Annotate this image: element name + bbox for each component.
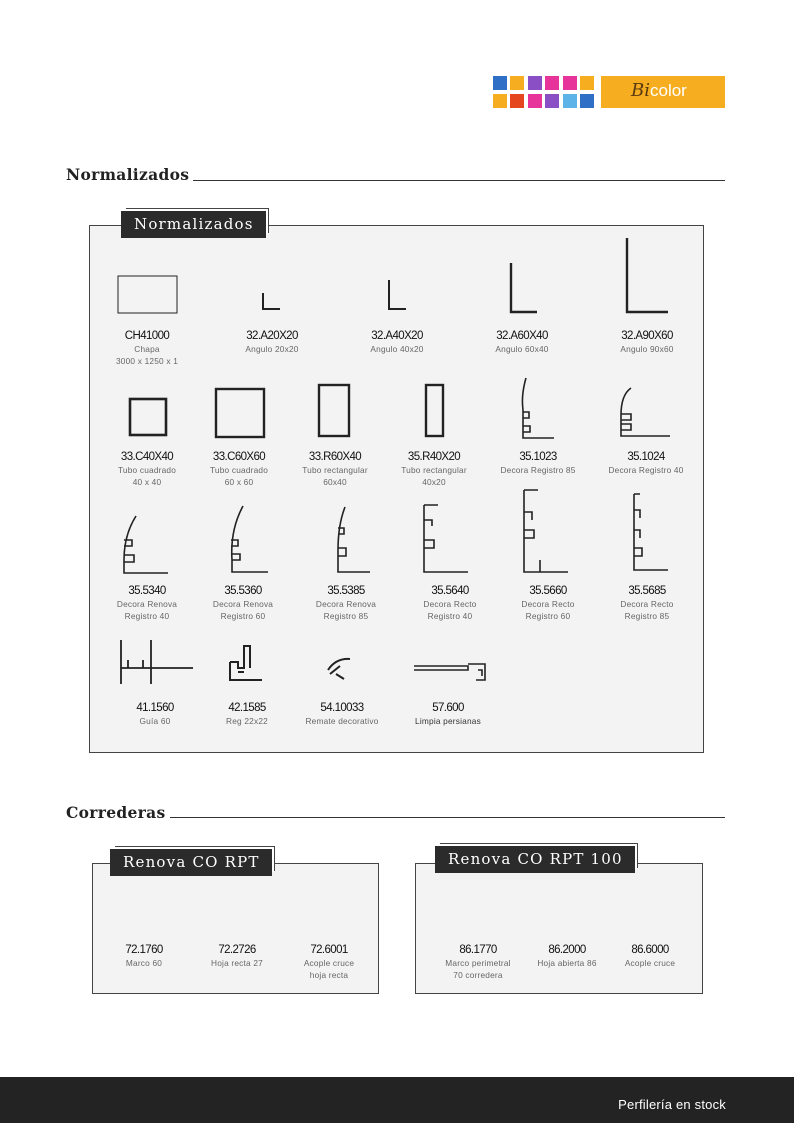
section-title-normalizados: Normalizados (66, 165, 193, 184)
profile-description: Registro 60 (525, 611, 571, 621)
profile-description: Decora Registro 40 (608, 465, 684, 475)
profile-description: 70 corredera (453, 970, 503, 980)
decora-5385-drawing (338, 507, 370, 572)
profile-description: hoja recta (309, 970, 349, 980)
angulo-90x60-drawing (627, 238, 668, 312)
profile-code: 35.5360 (224, 585, 262, 597)
logo-text: Bicolor (631, 80, 687, 101)
decora-5685-drawing (634, 494, 668, 570)
profile-description: Tubo cuadrado (209, 465, 269, 475)
profile-code: 33.C60X60 (212, 451, 266, 463)
profile-description: Marco 60 (125, 958, 163, 968)
profile-code: 35.5385 (327, 585, 365, 597)
profile-description: 3000 x 1250 x 1 (115, 356, 179, 366)
profile-code: 35.R40X20 (407, 451, 461, 463)
profile-description: Angulo 40x20 (370, 344, 424, 354)
footer-bar (0, 1077, 794, 1123)
profile-description: Remate decorativo (305, 716, 379, 726)
tubo-40x40-drawing (130, 399, 166, 435)
profile-description: Acople cruce (624, 958, 676, 968)
profile-item (282, 702, 402, 727)
decora-1023-drawing (522, 378, 554, 438)
profile-code: 33.R60X40 (308, 451, 362, 463)
profile-description: Decora Recto (620, 599, 674, 609)
profile-code: 72.1760 (125, 944, 163, 956)
profile-description: Angulo 20x20 (245, 344, 299, 354)
profile-description: Reg 22x22 (226, 716, 268, 726)
profile-description: Limpia persianas (415, 716, 481, 726)
angulo-40x20-drawing (389, 280, 406, 309)
profile-description: 60 x 60 (224, 477, 254, 487)
profile-code: 86.2000 (548, 944, 586, 956)
profile-description: Registro 40 (124, 611, 170, 621)
profile-item (337, 330, 457, 355)
profile-code: 32.A40X20 (371, 330, 423, 342)
profile-item (478, 451, 598, 476)
panel-tab-renova100: Renova CO RPT 100 (435, 846, 635, 873)
angulo-20x20-drawing (263, 293, 280, 309)
limpia-persianas-drawing (414, 664, 485, 680)
profile-description: Tubo rectangular (401, 465, 467, 475)
profile-description: Registro 40 (427, 611, 473, 621)
profile-description: Angulo 60x40 (495, 344, 549, 354)
profile-item (374, 451, 494, 488)
reg-22x22-drawing (230, 646, 262, 680)
profile-code: 35.5340 (128, 585, 166, 597)
profile-description: Registro 85 (624, 611, 670, 621)
profile-item (286, 585, 406, 622)
profile-item (183, 585, 303, 622)
profile-item (462, 330, 582, 355)
profile-description: Tubo cuadrado (117, 465, 177, 475)
profile-code: 86.6000 (631, 944, 669, 956)
profile-item (587, 330, 707, 355)
profile-code: 72.6001 (310, 944, 348, 956)
profile-description: Hoja recta 27 (211, 958, 263, 968)
tubo-40x20-drawing (426, 385, 443, 436)
profile-code: 32.A20X20 (246, 330, 298, 342)
profile-code: 32.A60X40 (496, 330, 548, 342)
profile-code: 72.2726 (218, 944, 256, 956)
profile-description: Decora Recto (521, 599, 575, 609)
profile-code: 35.5660 (529, 585, 567, 597)
profile-item (212, 330, 332, 355)
panel-tab-normalizados: Normalizados (121, 211, 266, 238)
decora-1024-drawing (621, 388, 670, 436)
profile-description: Acople cruce (303, 958, 355, 968)
profile-code: 35.1023 (519, 451, 557, 463)
profile-description: Hoja abierta 86 (537, 958, 597, 968)
profile-code: 57.600 (432, 702, 464, 714)
footer-text: Perfilería en stock (618, 1097, 726, 1112)
profile-description: 40 x 40 (132, 477, 162, 487)
profile-description: Decora Renova (116, 599, 178, 609)
remate-decorativo-drawing (328, 659, 350, 679)
profile-item (87, 330, 207, 367)
profile-item (388, 702, 508, 727)
profile-description: Tubo rectangular (302, 465, 368, 475)
profile-description: 60x40 (323, 477, 347, 487)
profile-code: 32.A90X60 (621, 330, 673, 342)
profile-description: 40x20 (422, 477, 446, 487)
profile-code: CH41000 (124, 330, 170, 342)
profile-description: Guía 60 (139, 716, 171, 726)
tubo-60x60-drawing (216, 389, 264, 437)
profile-code: 35.5640 (431, 585, 469, 597)
guia-60-drawing (121, 640, 193, 684)
profile-description: Decora Registro 85 (500, 465, 576, 475)
profile-code: 35.5685 (628, 585, 666, 597)
chapa-drawing (118, 276, 177, 313)
profile-description: Marco perimetral (445, 958, 511, 968)
profile-item (269, 944, 389, 981)
profile-description: Decora Renova (315, 599, 377, 609)
tubo-60x40-drawing (319, 385, 349, 436)
profile-description: Chapa (134, 344, 160, 354)
profile-item (587, 585, 707, 622)
profile-code: 42.1585 (228, 702, 266, 714)
profile-item (586, 451, 706, 476)
profile-description: Decora Renova (212, 599, 274, 609)
profile-description: Angulo 90x60 (620, 344, 674, 354)
decora-5640-drawing (424, 505, 468, 572)
panel-tab-renova: Renova CO RPT (110, 849, 272, 876)
profile-code: 41.1560 (136, 702, 174, 714)
decora-5360-drawing (231, 506, 268, 572)
profile-description: Decora Recto (423, 599, 477, 609)
decora-5340-drawing (124, 516, 168, 573)
section-title-correderas: Correderas (66, 803, 170, 822)
angulo-60x40-drawing (511, 263, 537, 312)
profile-item (590, 944, 710, 969)
profile-code: 86.1770 (459, 944, 497, 956)
profile-code: 54.10033 (320, 702, 364, 714)
profile-code: 35.1024 (627, 451, 665, 463)
profile-code: 33.C40X40 (120, 451, 174, 463)
decora-5660-drawing (524, 490, 568, 572)
profile-description: Registro 85 (323, 611, 369, 621)
profile-description: Registro 60 (220, 611, 266, 621)
